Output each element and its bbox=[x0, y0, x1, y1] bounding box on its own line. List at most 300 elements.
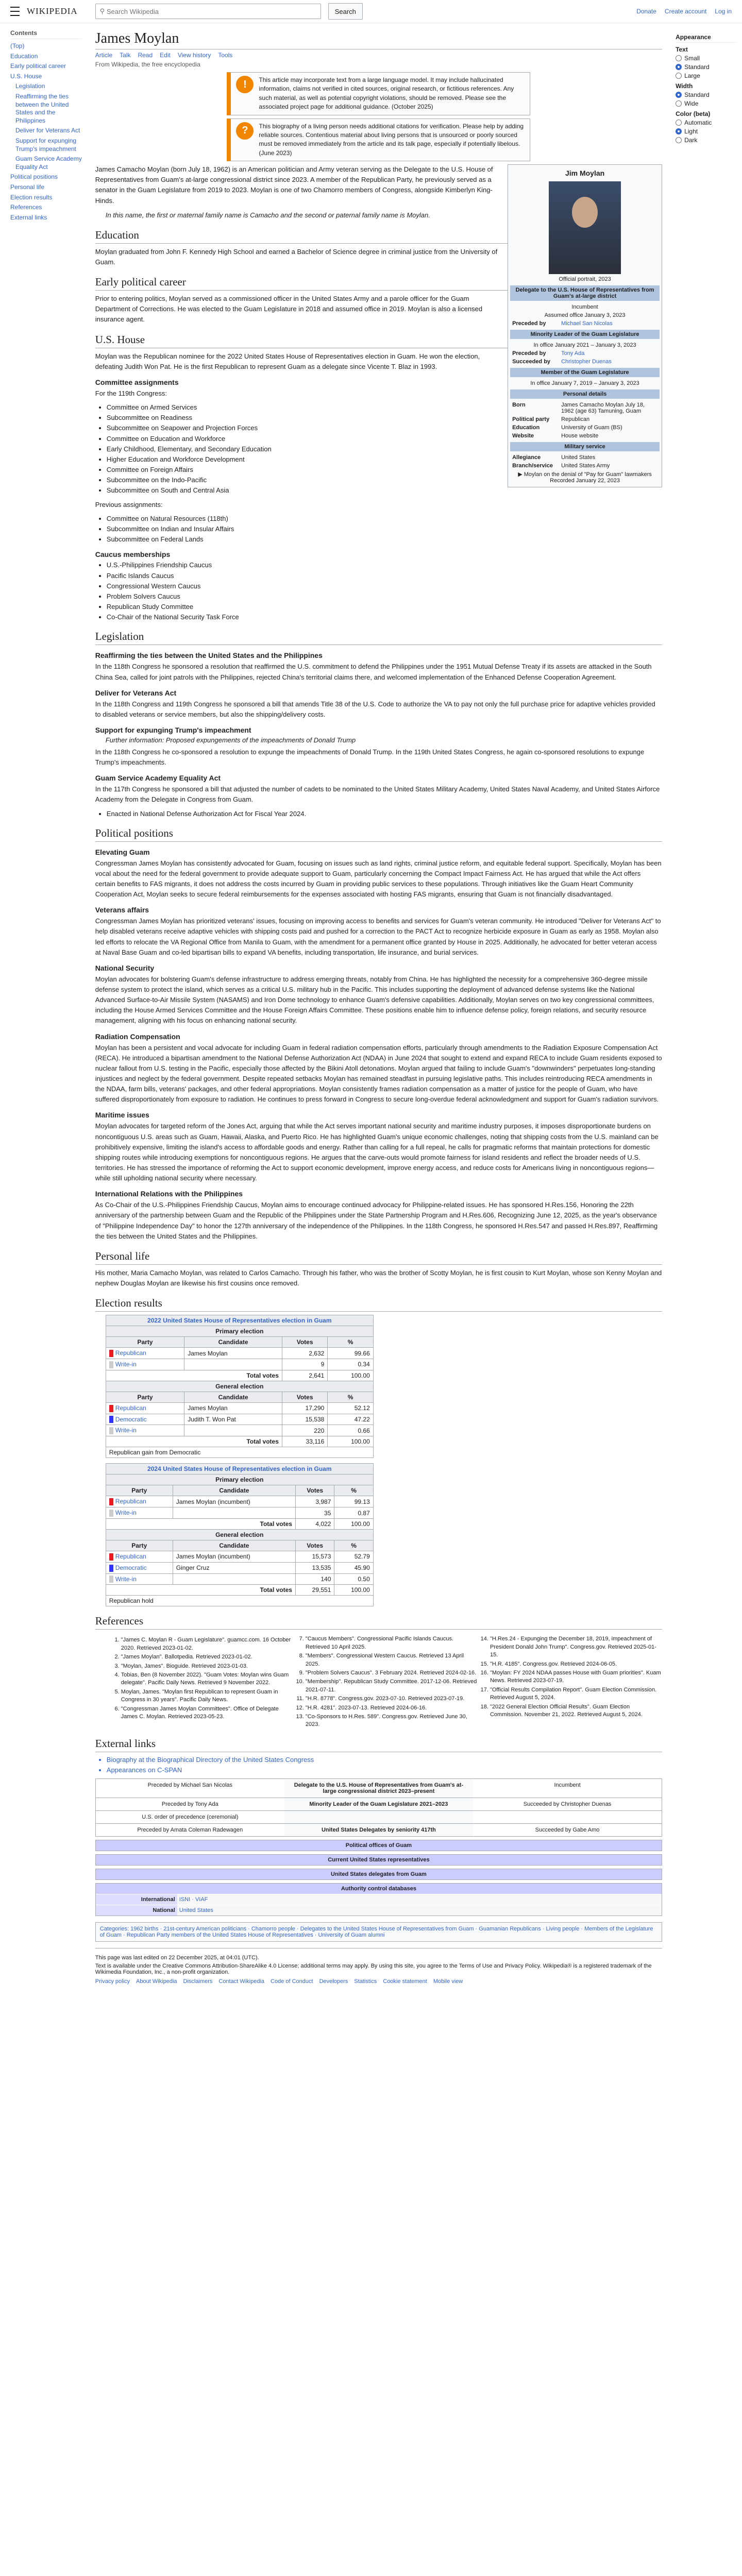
subsection-heading: Maritime issues bbox=[95, 1111, 149, 1120]
toc-item[interactable]: (Top) bbox=[10, 42, 25, 49]
table-row bbox=[106, 1507, 373, 1519]
infobox-key: Allegiance bbox=[512, 454, 541, 461]
party-cell bbox=[106, 1507, 173, 1519]
subsection-heading: Support for expunging Trump's impeachment bbox=[95, 726, 251, 735]
toc-item[interactable]: Reaffirming the ties between the United States and the Philippines bbox=[15, 92, 69, 124]
toc-title: Contents bbox=[10, 29, 82, 39]
option-label: Standard bbox=[684, 63, 710, 71]
menu-icon[interactable] bbox=[10, 7, 20, 16]
section-heading: Education bbox=[95, 229, 662, 244]
preceded-cell[interactable]: Preceded by Amata Coleman Radewagen bbox=[137, 1827, 243, 1834]
text-size-label: Text bbox=[676, 46, 688, 53]
result-cell: Republican hold bbox=[106, 1596, 373, 1606]
pct-cell: 0.66 bbox=[328, 1425, 373, 1436]
radio-icon bbox=[676, 92, 682, 98]
header-link[interactable]: Donate bbox=[636, 8, 656, 15]
infobox-title: Jim Moylan bbox=[565, 169, 605, 178]
reference-item[interactable]: 8. "Members". Congressional Western Caucus. Retrieved 13 April 2025. bbox=[306, 1652, 478, 1668]
office-cell bbox=[284, 1811, 473, 1823]
option-label: Automatic bbox=[684, 119, 712, 126]
table-row bbox=[106, 1359, 373, 1370]
committee-item[interactable]: • Subcommittee on Federal Lands bbox=[107, 535, 662, 544]
page-tab[interactable]: Talk bbox=[120, 52, 131, 59]
office-title: Minority Leader of the Guam Legislature bbox=[510, 330, 660, 339]
option-label: Dark bbox=[684, 137, 698, 144]
office-status: Incumbent bbox=[571, 304, 598, 311]
band-label: General election bbox=[106, 1381, 373, 1392]
party-color bbox=[109, 1427, 113, 1434]
table-row bbox=[106, 1496, 373, 1507]
committee-item[interactable]: • Subcommittee on South and Central Asia bbox=[107, 486, 662, 495]
footer-link[interactable]: Cookie statement bbox=[383, 1978, 427, 1985]
color-label: Color (beta) bbox=[676, 110, 711, 117]
navbox bbox=[95, 1854, 662, 1866]
total-pct: 100.00 bbox=[328, 1436, 373, 1447]
election-caption[interactable]: 2024 United States House of Representatives election in Guam bbox=[106, 1463, 374, 1474]
footer-link[interactable]: Disclaimers bbox=[183, 1978, 213, 1985]
infobox-key: Born bbox=[512, 402, 526, 409]
succeeded-link[interactable]: Christopher Duenas bbox=[561, 359, 612, 365]
subsection-heading: Committee assignments bbox=[95, 378, 179, 386]
section-heading: U.S. House bbox=[95, 333, 662, 348]
committee-item[interactable]: • Higher Education and Workforce Development bbox=[107, 455, 662, 464]
subsection-heading: Veterans affairs bbox=[95, 906, 149, 914]
reference-item[interactable]: 18. "2022 General Election Official Results". Guam Election Commission. November 21, 2022. Retrieved August 5, 2024. bbox=[490, 1703, 662, 1719]
total-label: Total votes bbox=[106, 1518, 295, 1529]
result-row bbox=[106, 1596, 373, 1606]
column-header: Votes bbox=[295, 1540, 334, 1551]
toc-item[interactable]: References bbox=[10, 204, 42, 211]
user-links bbox=[636, 8, 732, 15]
succeeded-cell[interactable]: Incumbent bbox=[554, 1782, 581, 1789]
committee-item[interactable]: • Committee on Education and Workforce bbox=[107, 434, 662, 444]
page-title: James Moylan bbox=[95, 30, 662, 49]
succession-row bbox=[95, 1823, 662, 1837]
option-label: Small bbox=[684, 55, 700, 62]
votes-cell: 13,535 bbox=[295, 1562, 334, 1573]
column-header: Votes bbox=[295, 1485, 334, 1496]
committee-item[interactable]: • Subcommittee on Indian and Insular Affairs bbox=[107, 524, 662, 534]
party-cell bbox=[106, 1402, 184, 1414]
preceded-link[interactable]: Michael San Nicolas bbox=[561, 320, 613, 327]
votes-cell: 15,538 bbox=[282, 1414, 327, 1425]
paragraph: Moylan advocates for bolstering Guam's defense infrastructure to address emerging threats, notably from China. He has highlighted the necessity for a comprehensive 360-degree missile defense system to protect the island, which serves as a critical U.S. military hub in the Pacific. This includes supporting the deployment of advanced defense systems like the National Advanced Surface-to-Air Missile System (NASAMS) and Iron Dome technology to enhance Guam's defensive capabilities. Additionally, Moylan serves on two key congressional committees, including the House Armed Services Committee and the House Foreign Affairs Committee. These positions enable him to influence defense policy, foreign relations, and security resource management, aligning with his focus on enhancing national security. bbox=[95, 975, 654, 1025]
reference-item[interactable]: 5. Moylan, James. "Moylan first Republican to represent Guam in Congress in 30 years". Pacific Daily News. bbox=[121, 1688, 293, 1704]
party-color bbox=[109, 1350, 113, 1357]
pct-cell: 52.12 bbox=[328, 1402, 373, 1414]
reference-item[interactable]: 12. "H.R. 4281". 2023-07-13. Retrieved 2024-06-16. bbox=[306, 1704, 478, 1712]
caucus-item[interactable]: • Co-Chair of the National Security Task Force bbox=[107, 613, 662, 622]
committee-item[interactable]: • Committee on Armed Services bbox=[107, 403, 662, 412]
committee-item[interactable]: • Subcommittee on Readiness bbox=[107, 413, 662, 422]
total-row bbox=[106, 1370, 373, 1381]
infobox-row bbox=[510, 423, 660, 432]
column-header: Party bbox=[106, 1485, 173, 1496]
infobox-row bbox=[510, 453, 660, 462]
band-row bbox=[106, 1529, 373, 1540]
candidate-cell bbox=[173, 1507, 295, 1519]
votes-cell: 15,573 bbox=[295, 1551, 334, 1562]
caucus-item[interactable]: • U.S.-Philippines Friendship Caucus bbox=[107, 561, 662, 570]
office-cell: Delegate to the U.S. House of Representatives from Guam's at-large congressional district 2023–present bbox=[284, 1779, 473, 1798]
appearance-option[interactable] bbox=[676, 137, 737, 144]
header-row bbox=[106, 1337, 373, 1348]
reference-item[interactable]: 11. "H.R. 8778". Congress.gov. 2023-07-10. Retrieved 2023-07-19. bbox=[306, 1695, 478, 1703]
option-label: Wide bbox=[684, 100, 699, 107]
infobox-row bbox=[510, 415, 660, 423]
footer-link[interactable]: Developers bbox=[319, 1978, 348, 1985]
infobox-value: United States Army bbox=[561, 463, 610, 469]
toc-item[interactable]: Support for expunging Trump's impeachment bbox=[15, 137, 77, 152]
total-row bbox=[106, 1585, 373, 1596]
office-term: In office January 7, 2019 – January 3, 2023 bbox=[530, 380, 639, 387]
official-portrait[interactable] bbox=[549, 181, 621, 274]
military-band: Military service bbox=[510, 442, 660, 451]
appearance-panel bbox=[670, 23, 742, 1991]
pct-cell: 45.90 bbox=[334, 1562, 373, 1573]
appearance-option[interactable] bbox=[676, 128, 737, 135]
total-pct: 100.00 bbox=[334, 1518, 373, 1529]
votes-cell: 140 bbox=[295, 1573, 334, 1585]
election-caption[interactable]: 2022 United States House of Representatives election in Guam bbox=[106, 1315, 374, 1326]
reference-item[interactable]: 17. "Official Results Compilation Report". Guam Election Commission. Retrieved August 5, 2024. bbox=[490, 1686, 662, 1702]
column-header: Votes bbox=[282, 1392, 327, 1402]
total-pct: 100.00 bbox=[328, 1370, 373, 1381]
party-name[interactable]: Republican bbox=[115, 1498, 146, 1505]
page-tab[interactable]: Tools bbox=[218, 52, 233, 59]
radio-icon bbox=[676, 100, 682, 107]
section-heading: Legislation bbox=[95, 630, 662, 645]
radio-icon bbox=[676, 55, 682, 61]
appearance-option[interactable] bbox=[676, 63, 737, 71]
navbox bbox=[95, 1840, 662, 1851]
party-name[interactable]: Democratic bbox=[115, 1564, 147, 1571]
office-cell: United States Delegates by seniority 417th bbox=[284, 1824, 473, 1836]
column-header: Candidate bbox=[184, 1392, 282, 1402]
paragraph: Previous assignments: bbox=[95, 500, 163, 509]
bullet-list bbox=[95, 809, 662, 819]
band-label: General election bbox=[106, 1529, 373, 1540]
reference-item[interactable]: 9. "Problem Solvers Caucus". 3 February 2024. Retrieved 2024-02-16. bbox=[306, 1669, 478, 1677]
reference-item[interactable]: 6. "Congressman James Moylan Committees". Office of Delegate James C. Moylan. Retrieved 2023-05-23. bbox=[121, 1705, 293, 1721]
total-label: Total votes bbox=[106, 1436, 282, 1447]
navbox-row bbox=[96, 1905, 662, 1916]
toc-item[interactable]: Personal life bbox=[10, 183, 45, 191]
total-row bbox=[106, 1436, 373, 1447]
party-name[interactable]: Write-in bbox=[115, 1509, 137, 1517]
header-row bbox=[106, 1485, 373, 1496]
pct-cell: 99.13 bbox=[334, 1496, 373, 1507]
subsection-heading: International Relations with the Philippines bbox=[95, 1190, 243, 1198]
wikipedia-logo[interactable]: WIKIPEDIA bbox=[27, 6, 78, 16]
column-header: Party bbox=[106, 1540, 173, 1551]
external-link[interactable]: • Appearances on C-SPAN bbox=[107, 1766, 662, 1775]
page-tab[interactable]: Edit bbox=[160, 52, 171, 59]
reference-item[interactable]: 16. "Moylan: FY 2024 NDAA passes House with Guam priorities". Kuam News. Retrieved 2023-07-19. bbox=[490, 1669, 662, 1685]
subsection-heading: Guam Service Academy Equality Act bbox=[95, 774, 221, 783]
infobox-key: Website bbox=[512, 433, 534, 439]
reference-item[interactable]: 15. "H.R. 4185". Congress.gov. Retrieved 2024-06-05. bbox=[490, 1660, 662, 1668]
preceded-label: Preceded by bbox=[512, 350, 546, 357]
reference-item[interactable]: 7. "Caucus Members". Congressional Pacific Islands Caucus. Retrieved 10 April 2025. bbox=[306, 1635, 478, 1651]
navbox-value[interactable]: United States bbox=[177, 1905, 662, 1916]
succeeded-cell[interactable]: Succeeded by Christopher Duenas bbox=[523, 1801, 612, 1808]
votes-cell: 17,290 bbox=[282, 1402, 327, 1414]
pct-cell: 52.79 bbox=[334, 1551, 373, 1562]
toc-item[interactable]: Political positions bbox=[10, 173, 58, 181]
reference-item[interactable]: 1. "James C. Moylan R - Guam Legislature". guamcc.com. 16 October 2020. Retrieved 2023-01-02. bbox=[121, 1636, 293, 1652]
pct-cell: 99.66 bbox=[328, 1348, 373, 1359]
toc-item[interactable]: Deliver for Veterans Act bbox=[15, 127, 80, 134]
column-header: % bbox=[334, 1540, 373, 1551]
succeeded-cell[interactable] bbox=[473, 1811, 662, 1823]
total-pct: 100.00 bbox=[334, 1585, 373, 1596]
footer-link[interactable]: Code of Conduct bbox=[271, 1978, 313, 1985]
footer-link[interactable]: Statistics bbox=[354, 1978, 377, 1985]
subsection-heading: Elevating Guam bbox=[95, 848, 150, 856]
office-title: Member of the Guam Legislature bbox=[510, 368, 660, 377]
paragraph: For the 119th Congress: bbox=[95, 389, 167, 397]
infobox-key: Branch/service bbox=[512, 463, 553, 469]
footer-link[interactable]: Contact Wikipedia bbox=[218, 1978, 265, 1985]
paragraph: In the 117th Congress he sponsored a bill that adjusted the number of cadets to be nominated to the United States Military Academy, United States Naval Academy, and United States Airforce Academy from the Delegate in Congress from Guam. bbox=[95, 785, 660, 804]
reference-item[interactable]: 13. "Co-Sponsors to H.Res. 589". Congress.gov. Retrieved June 30, 2023. bbox=[306, 1713, 478, 1729]
succeeded-cell[interactable]: Succeeded by Gabe Amo bbox=[535, 1827, 600, 1834]
band-row bbox=[106, 1326, 373, 1337]
toc-item[interactable]: Legislation bbox=[15, 82, 45, 90]
candidate-cell: Ginger Cruz bbox=[173, 1562, 295, 1573]
committee-item[interactable]: • Early Childhood, Elementary, and Secondary Education bbox=[107, 445, 662, 454]
infobox-value: Republican bbox=[561, 416, 590, 423]
header-row bbox=[106, 1392, 373, 1402]
reference-item[interactable]: 4. Tobias, Ben (8 November 2022). "Guam Votes: Moylan wins Guam delegate". Pacific Daily News. Retrieved 9 November 2022. bbox=[121, 1671, 293, 1687]
toc-item[interactable]: U.S. House bbox=[10, 72, 42, 80]
party-cell bbox=[106, 1348, 184, 1359]
appearance-option[interactable] bbox=[676, 72, 737, 79]
band-row bbox=[106, 1381, 373, 1392]
section-heading: Political positions bbox=[95, 827, 662, 842]
reference-item[interactable]: 2. "James Moylan". Ballotpedia. Retrieved 2023-01-02. bbox=[121, 1653, 293, 1661]
party-color bbox=[109, 1498, 113, 1505]
infobox-key: Education bbox=[512, 425, 540, 431]
band-label: Primary election bbox=[106, 1326, 373, 1337]
navbox bbox=[95, 1883, 662, 1916]
total-label: Total votes bbox=[106, 1585, 295, 1596]
hatnote: Further information: Proposed expungements of the impeachments of Donald Trump bbox=[105, 736, 356, 744]
option-label: Standard bbox=[684, 91, 710, 98]
party-cell bbox=[106, 1562, 173, 1573]
section-heading: External links bbox=[95, 1737, 662, 1752]
infobox-value: University of Guam (BS) bbox=[561, 425, 622, 431]
navbox-title[interactable]: Current United States representatives bbox=[96, 1855, 662, 1865]
election-table bbox=[106, 1463, 374, 1606]
candidate-cell: James Moylan (incumbent) bbox=[173, 1496, 295, 1507]
party-cell bbox=[106, 1414, 184, 1425]
page-tab[interactable]: View history bbox=[177, 52, 211, 59]
column-header: Candidate bbox=[184, 1337, 282, 1348]
navbox-key: International bbox=[96, 1894, 177, 1905]
subsection-heading: National Security bbox=[95, 963, 155, 972]
radio-icon bbox=[676, 73, 682, 79]
party-name[interactable]: Write-in bbox=[115, 1427, 137, 1434]
votes-cell: 2,632 bbox=[282, 1348, 327, 1359]
section-heading: Early political career bbox=[95, 276, 662, 291]
navbox-title[interactable]: United States delegates from Guam bbox=[96, 1869, 662, 1879]
toc-item[interactable]: External links bbox=[10, 213, 47, 221]
reference-list bbox=[100, 1635, 662, 1728]
page-tabs bbox=[95, 52, 662, 59]
search-icon: ⚲ bbox=[99, 7, 107, 15]
preceded-cell[interactable]: U.S. order of precedence (ceremonial) bbox=[142, 1814, 239, 1821]
paragraph: Moylan graduated from John F. Kennedy High School and earned a Bachelor of Science degree in criminal justice from the University of Guam. bbox=[95, 247, 498, 266]
paragraph: His mother, Maria Camacho Moylan, was related to Carlos Camacho. Through his father, who was the brother of Scotty Moylan, he is first cousin to Kurt Moylan, whose son Kenny Moylan and nephew Douglas Moylan are likewise his first cousins once removed. bbox=[95, 1268, 662, 1287]
navboxes bbox=[95, 1840, 662, 1916]
succession-row bbox=[95, 1778, 662, 1798]
party-name[interactable]: Democratic bbox=[115, 1415, 147, 1423]
candidate-cell bbox=[184, 1359, 282, 1370]
option-label: Large bbox=[684, 72, 700, 79]
column-header: Party bbox=[106, 1392, 184, 1402]
candidate-cell bbox=[173, 1573, 295, 1585]
caucus-item[interactable]: • Republican Study Committee bbox=[107, 602, 662, 612]
category-links[interactable]: Categories: 1962 births · 21st-century American politicians · Chamorro people · Delegates to the United States House of Representatives from Guam · Guamanian Republicans · Living people · Members of the Legislature of Guam · Republican Party members of the United States House of Representatives · University of Guam alumni bbox=[95, 1922, 662, 1942]
table-row bbox=[106, 1425, 373, 1436]
office-cell: Minority Leader of the Guam Legislature 2021–2023 bbox=[284, 1798, 473, 1810]
succession-boxes bbox=[95, 1778, 662, 1837]
paragraph: Congressman James Moylan has consistently advocated for Guam, focusing on issues such as land rights, criminal justice reform, and equitable federal support. Specifically, Moylan has been vocal about the need for the federal government to provide adequate support to Guam, particularly concerning the Compact Impact Fairness Act. He has argued that while the Act offers certain benefits to FAS migrants, it does not address the costs incurred by Guam in providing public services to these populations. Through initiatives like the Guam Heart Community Cooperation Act, Moylan seeks to secure federal reimbursements for the expenses associated with hosting FAS migrants, ensuring that Guam is not financially disadvantaged. bbox=[95, 859, 662, 899]
footer-link[interactable]: Privacy policy bbox=[95, 1978, 130, 1985]
paragraph: In the 118th Congress he co-sponsored a resolution to expunge the impeachments of Donald Trump. In the 119th United States Congress, he again co-sponsored resolutions to expunge Trump's impeachments. bbox=[95, 748, 645, 767]
preceded-cell[interactable]: Preceded by Michael San Nicolas bbox=[147, 1782, 233, 1789]
toc-item[interactable]: Early political career bbox=[10, 62, 66, 70]
table-row bbox=[106, 1402, 373, 1414]
navbox bbox=[95, 1869, 662, 1880]
paragraph: In the 118th Congress and 119th Congress he sponsored a bill that amends Title 38 of the U.S. Code to authorize the VA to pay not only the full purchase price for adaptive vehicles provided to disabled veterans or service members, but also the shipping/delivery costs. bbox=[95, 700, 655, 718]
search-input[interactable]: ⚲ Search Wikipedia bbox=[95, 4, 321, 19]
option-label: Light bbox=[684, 128, 698, 135]
citation-notice: ? This biography of a living person needs additional citations for verification. Please help by adding reliable sources. Contentious material about living persons that is unsourced or poorly sourced must be removed immediately from the article and its talk page, especially if potentially libelous. (June 2023) bbox=[227, 118, 530, 162]
party-cell bbox=[106, 1573, 173, 1585]
navbox-key: National bbox=[96, 1905, 177, 1916]
caucus-item[interactable]: • Problem Solvers Caucus bbox=[107, 592, 662, 601]
license-text: Text is available under the Creative Commons Attribution-ShareAlike 4.0 License; additional terms may apply. By using this site, you agree to the Terms of Use and Privacy Policy. Wikipedia® is a registered trademark of the Wikimedia Foundation, Inc., a non-profit organization. bbox=[95, 1963, 652, 1976]
office-assumed: Assumed office January 3, 2023 bbox=[544, 312, 626, 319]
header-link[interactable]: Create account bbox=[664, 8, 707, 15]
question-icon: ? bbox=[236, 122, 254, 140]
toc-item[interactable]: Education bbox=[10, 52, 38, 60]
party-color bbox=[109, 1553, 113, 1561]
reference-item[interactable]: 3. "Moylan, James". Bioguide. Retrieved 2023-01-03. bbox=[121, 1663, 293, 1670]
subsection-heading: Caucus memberships bbox=[95, 550, 171, 559]
appearance-option[interactable] bbox=[676, 55, 737, 62]
votes-cell: 9 bbox=[282, 1359, 327, 1370]
votes-cell: 220 bbox=[282, 1425, 327, 1436]
committee-item[interactable]: • Committee on Foreign Affairs bbox=[107, 465, 662, 474]
caucus-item[interactable]: • Pacific Islands Caucus bbox=[107, 571, 662, 581]
section-heading: References bbox=[95, 1615, 662, 1630]
result-cell: Republican gain from Democratic bbox=[106, 1447, 373, 1458]
total-votes: 33,116 bbox=[282, 1436, 327, 1447]
caucus-item[interactable]: • Congressional Western Caucus bbox=[107, 582, 662, 591]
result-row bbox=[106, 1447, 373, 1458]
party-color bbox=[109, 1361, 113, 1368]
external-link[interactable]: • Biography at the Biographical Directory of the United States Congress bbox=[107, 1755, 662, 1765]
party-cell bbox=[106, 1496, 173, 1507]
party-name[interactable]: Write-in bbox=[115, 1575, 137, 1583]
preceded-cell[interactable]: Preceded by Tony Ada bbox=[161, 1801, 218, 1808]
column-header: Candidate bbox=[173, 1540, 295, 1551]
party-name[interactable]: Republican bbox=[115, 1404, 146, 1412]
candidate-cell: James Moylan bbox=[184, 1402, 282, 1414]
paragraph: In the 118th Congress he sponsored a resolution that reaffirmed the U.S. commitment to defend the Philippines under the 1951 Mutual Defense Treaty if its assets are attacked in the South China Sea, called for joint patrols with the Philippines, rejected China's territorial claims there, and welcomed implementation of the Enhanced Defense Cooperation Agreement. bbox=[95, 663, 652, 681]
navbox-value[interactable]: ISNI · VIAF bbox=[177, 1894, 662, 1905]
party-cell bbox=[106, 1425, 184, 1436]
appearance-option[interactable] bbox=[676, 119, 737, 126]
party-color bbox=[109, 1510, 113, 1517]
committee-item[interactable]: • Committee on Natural Resources (118th) bbox=[107, 514, 662, 523]
external-links-list bbox=[95, 1755, 662, 1775]
party-name[interactable]: Write-in bbox=[115, 1360, 137, 1368]
party-name[interactable]: Republican bbox=[115, 1552, 146, 1560]
table-row bbox=[106, 1562, 373, 1573]
infobox-value: House website bbox=[561, 433, 599, 439]
paragraph: As Co-Chair of the U.S.-Philippines Friendship Caucus, Moylan aims to encourage continued advocacy for Philippine-related issues. He has sponsored H.Res.156, Honoring the 22th anniversary of the partnership between Guam and the Republic of the Philippines under the State Partnership Program and H.Res.606, Recognizing June 12, 2025, as the year's observance of "Philippine Independence Day" to honor the 127th anniversary of the independence of the Philippines. In the 118th Congress, he sponsored H.Res.547 and passed H.Res.897, Reaffirming the ties between the United States and the Philippines. bbox=[95, 1201, 658, 1240]
appearance-option[interactable] bbox=[676, 100, 737, 107]
radio-icon bbox=[676, 128, 682, 134]
navbox-title[interactable]: Political offices of Guam bbox=[96, 1840, 662, 1851]
committee-item[interactable]: • Subcommittee on the Indo-Pacific bbox=[107, 476, 662, 485]
succeeded-label: Succeeded by bbox=[512, 359, 551, 365]
office-title: Delegate to the U.S. House of Representatives from Guam's at-large district bbox=[510, 285, 660, 301]
top-bar bbox=[0, 0, 742, 23]
toc-item[interactable]: Election results bbox=[10, 193, 53, 201]
office-term: In office January 2021 – January 3, 2023 bbox=[533, 342, 636, 349]
infobox bbox=[508, 164, 662, 487]
reference-item[interactable]: 14. "H.Res.24 - Expunging the December 18, 2019, impeachment of President Donald John Trump". Congress.gov. Retrieved 2025-01-15. bbox=[490, 1635, 662, 1659]
article bbox=[87, 23, 670, 1991]
toc-item[interactable]: Guam Service Academy Equality Act bbox=[15, 155, 82, 171]
name-note: In this name, the first or maternal family name is Camacho and the second or paternal family name is Moylan. bbox=[105, 211, 430, 219]
total-votes: 2,641 bbox=[282, 1370, 327, 1381]
election-table bbox=[106, 1315, 374, 1458]
paragraph: Moylan advocates for targeted reform of the Jones Act, arguing that while the Act serves important national security and maritime industry purposes, it imposes disproportionate burdens on noncontiguous U.S. areas such as Guam, Hawaii, Alaska, and Puerto Rico. He has highlighted Guam's unique economic challenges, noting that shipping costs from the U.S. mainland can be prohibitively expensive, limiting the island's access to affordable goods and energy. Rather than calling for a full repeal, he calls for pragmatic reforms that maintain protections for domestic shipping routes while introducing exemptions for noncontiguous regions. He argues that the carve-outs would promote fairness for island residents and reflect the broader needs of U.S. territories. He has stressed the importance of reforming the Act to support economic development, improve energy access, and reduce costs for Americans living in noncontiguous regions—while still upholding national security where necessary. bbox=[95, 1122, 659, 1182]
infobox-value: James Camacho Moylan July 18, 1962 (age 63) Tamuning, Guam bbox=[561, 402, 645, 415]
page-tab[interactable]: Read bbox=[138, 52, 153, 59]
footer-link[interactable]: Mobile view bbox=[433, 1978, 463, 1985]
section-heading: Election results bbox=[95, 1297, 662, 1312]
navbox-title[interactable]: Authority control databases bbox=[96, 1884, 662, 1894]
appearance-option[interactable] bbox=[676, 91, 737, 98]
audio-clip[interactable]: ▶ Moylan on the denial of "Pay for Guam" lawmakers Recorded January 22, 2023 bbox=[518, 471, 652, 484]
page-tab[interactable]: Article bbox=[95, 52, 113, 59]
succession-row bbox=[95, 1798, 662, 1811]
party-color bbox=[109, 1565, 113, 1572]
total-row bbox=[106, 1518, 373, 1529]
reference-item[interactable]: 10. "Membership". Republican Study Committee. 2017-12-06. Retrieved 2021-07-11. bbox=[306, 1678, 478, 1694]
party-color bbox=[109, 1405, 113, 1412]
votes-cell: 3,987 bbox=[295, 1496, 334, 1507]
intro-paragraph: James Camacho Moylan (born July 18, 1962) is an American politician and Army veteran serving as the Delegate to the U.S. House of Representatives from Guam's at-large congressional district since 2023. A member of the Republican Party, he previously served as a senator in the Guam Legislature from 2019 to 2023. Moylan is one of two Chamorro members of Congress, alongside Kimberlyn King-Hinds. bbox=[95, 165, 493, 205]
infobox-row bbox=[510, 432, 660, 440]
footer-link[interactable]: About Wikipedia bbox=[136, 1978, 177, 1985]
header-link[interactable]: Log in bbox=[715, 8, 732, 15]
party-cell bbox=[106, 1551, 173, 1562]
party-name[interactable]: Republican bbox=[115, 1349, 146, 1357]
total-label: Total votes bbox=[106, 1370, 282, 1381]
search-button[interactable]: Search bbox=[328, 3, 363, 20]
preceded-link[interactable]: Tony Ada bbox=[561, 350, 585, 357]
committee-item[interactable]: • Subcommittee on Seapower and Projection Forces bbox=[107, 423, 662, 433]
